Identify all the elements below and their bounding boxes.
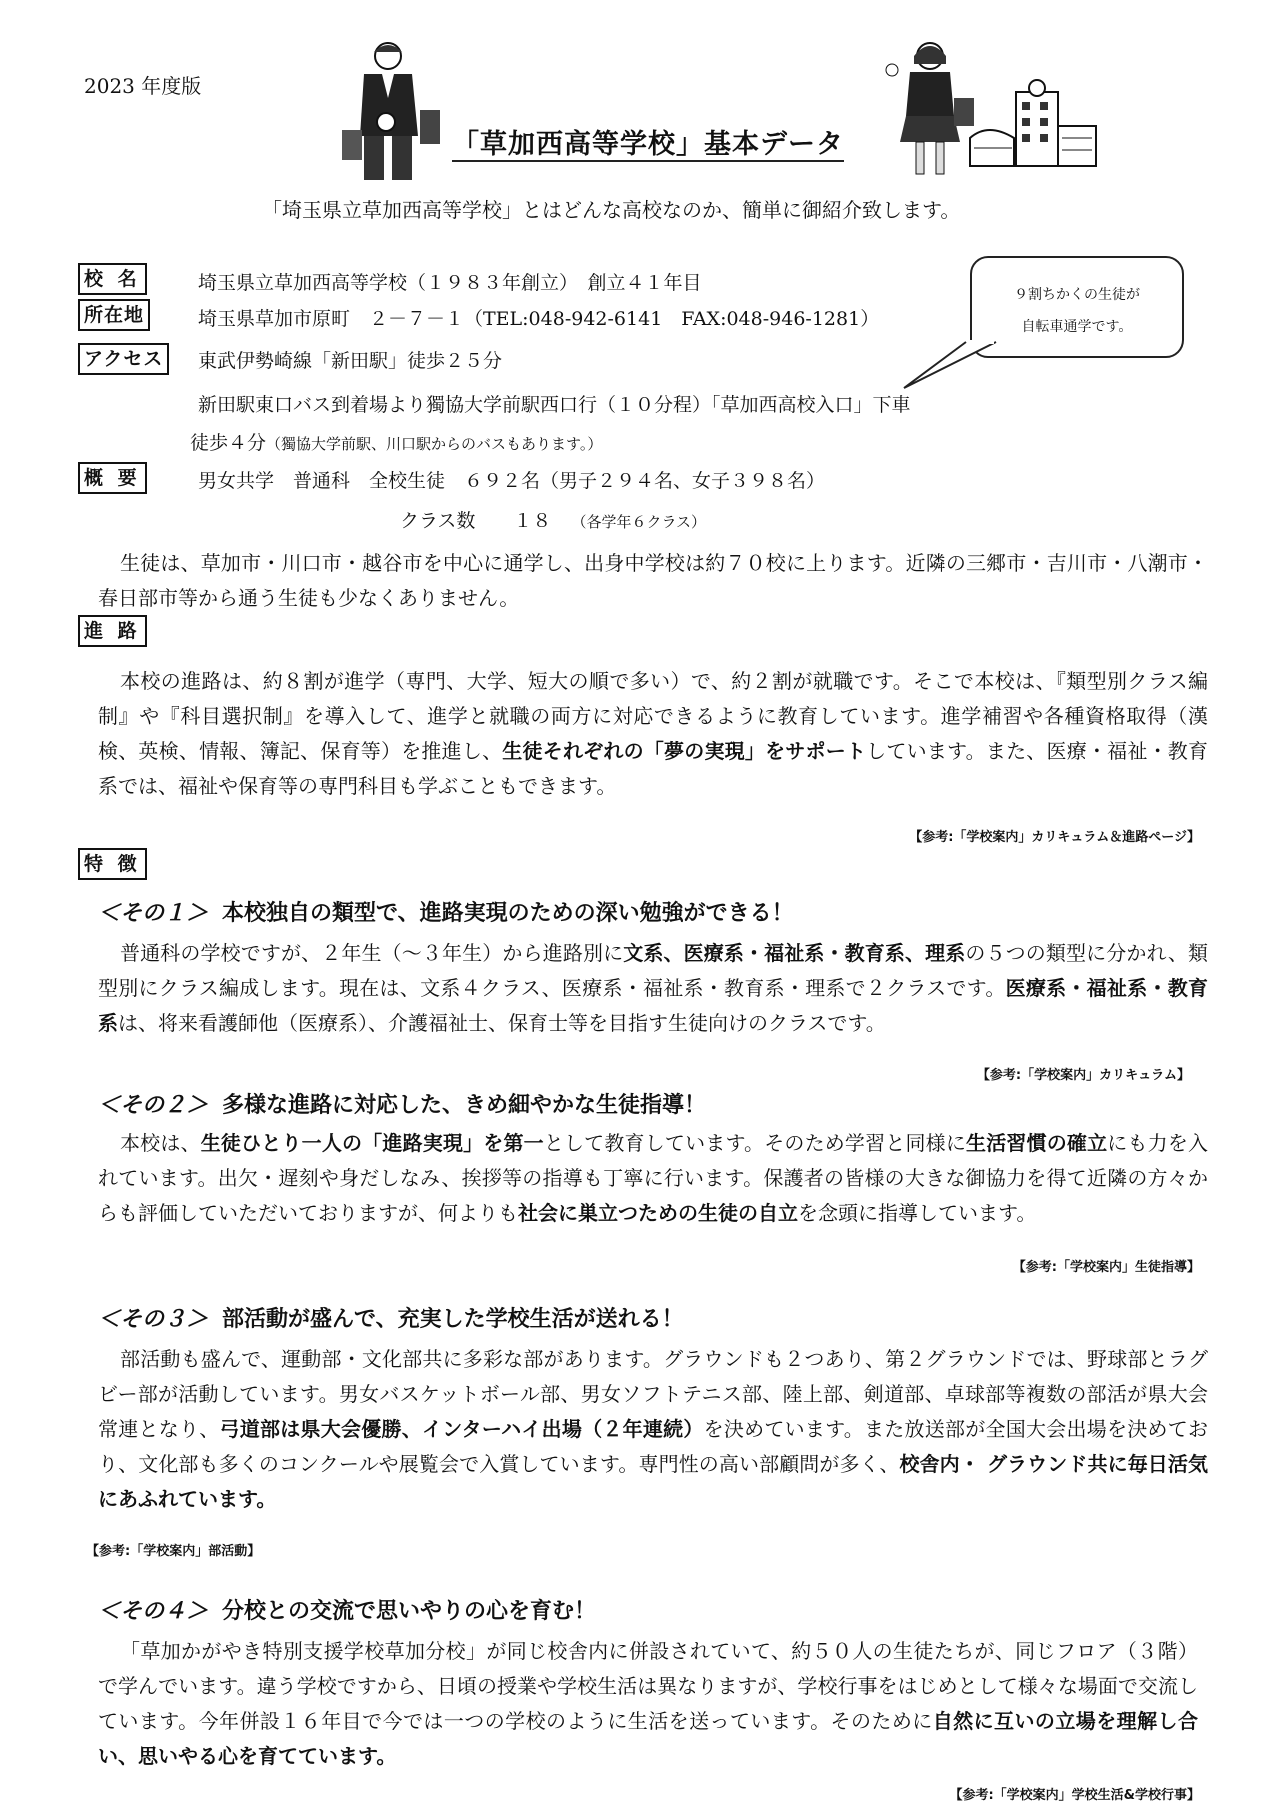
- document-title: 「草加西高等学校」基本データ: [452, 129, 844, 160]
- feature-3-bold-2: 校舎内・ グラウンド共に毎日活気にあふれています。: [98, 1452, 1209, 1511]
- feature-4-bold-1: 自然に互いの立場を理解し合い、思いやる心を育てています。: [98, 1709, 1198, 1768]
- edition-label: 2023 年度版: [84, 74, 202, 98]
- access-walk-time: 徒歩４分: [190, 432, 267, 454]
- commute-paragraph: 生徒は、草加市・川口市・越谷市を中心に通学し、出身中学校は約７０校に上ります。近隣の三郷市・吉川市・八潮市・春日部市等から通う生徒も少なくありません。: [98, 551, 1208, 610]
- feature-1-text-2: の５つの類型に分かれ、類型別にクラス編成します。現在は、文系４クラス、医療系・福祉系・教育系・理系で２クラスです。: [98, 941, 1209, 1000]
- feature-4-number: ＜その４＞: [98, 1599, 209, 1624]
- speech-bubble-tail: [900, 340, 1010, 392]
- class-count: クラス数 １８: [400, 510, 552, 532]
- feature-2-bold-2: 生活習慣の確立: [966, 1131, 1108, 1155]
- feature-3-text-1: 部活動も盛んで、運動部・文化部共に多彩な部があります。グラウンドも２つあり、第２グラウンドでは、野球部とラグビー部が活動しています。男女バスケットボール部、男女ソフトテニス部、陸上部、剣道部、卓球部等複数の部活が県大会常連となり、: [98, 1347, 1208, 1441]
- intro-text: 「埼玉県立草加西高等学校」とはどんな高校なのか、簡単に御紹介致します。: [262, 198, 961, 222]
- feature-1-text-3: は、将来看護師他（医療系）、介護福祉士、保育士等を目指す生徒向けのクラスです。: [118, 1011, 886, 1035]
- school-building-illustration: [968, 76, 1100, 170]
- bubble-line-1: ９割ちかくの生徒が: [1014, 287, 1140, 303]
- access-line-3: [190, 428, 602, 455]
- title-underline: [452, 160, 844, 162]
- feature-4-title: 分校との交流で思いやりの心を育む！: [222, 1599, 597, 1624]
- school-name-value: 埼玉県立草加西高等学校（１９８３年創立） 創立４１年目: [198, 272, 702, 294]
- feature-1-bold-1: 文系、医療系・福祉系・教育系、理系: [623, 941, 966, 965]
- feature-3-paragraph: [98, 1342, 1208, 1517]
- feature-3-reference: 【参考:「学校案内」部活動】: [86, 1544, 261, 1559]
- overview-line-1: 男女共学 普通科 全校生徒 ６９２名（男子２９４名、女子３９８名）: [198, 470, 826, 492]
- feature-2-text-4: を念頭に指導しています。: [798, 1201, 1037, 1225]
- label-features: 特 徴: [78, 848, 147, 880]
- feature-3-bold-1: 弓道部は県大会優勝、インターハイ出場（２年連続）: [219, 1417, 704, 1441]
- bubble-line-2: 自転車通学です。: [1021, 319, 1133, 335]
- female-student-illustration: [880, 38, 980, 186]
- feature-3-title: 部活動が盛んで、充実した学校生活が送れる！: [222, 1307, 684, 1332]
- overview-line-2: [400, 506, 706, 533]
- feature-1-title: 本校独自の類型で、進路実現のための深い勉強ができる！: [222, 901, 794, 926]
- feature-1-heading: [98, 896, 794, 927]
- feature-4-text-1: 「草加かがやき特別支援学校草加分校」が同じ校舎内に併設されていて、約５０人の生徒たちが、同じフロア（３階）で学んでいます。違う学校ですから、日頃の授業や学校生活は異なりますが、学校行事をはじめとして様々な場面で交流しています。今年併設１６年目で今では一つの学校のように生活を送っています。そのために: [98, 1639, 1198, 1733]
- male-student-illustration: [336, 38, 446, 190]
- feature-4-paragraph: [98, 1634, 1198, 1774]
- feature-2-title: 多様な進路に対応した、きめ細やかな生徒指導！: [222, 1093, 707, 1118]
- feature-1-reference: 【参考:「学校案内」カリキュラム】: [976, 1068, 1190, 1083]
- feature-2-paragraph: [98, 1126, 1208, 1231]
- feature-2-text-1: 本校は、: [120, 1131, 201, 1155]
- feature-2-heading: [98, 1088, 706, 1119]
- address-value: 埼玉県草加市原町 ２－７－１（TEL:048-942-6141 FAX:048-946-1281）: [198, 308, 880, 330]
- feature-2-bold-3: 社会に巣立つための生徒の自立: [518, 1201, 798, 1225]
- label-overview: 概 要: [78, 462, 147, 494]
- label-access: アクセス: [78, 343, 169, 375]
- access-bus-note: （獨協大学前駅、川口駅からのバスもあります。）: [266, 435, 603, 453]
- career-text-a: 本校の進路は、約８割が進学（専門、大学、短大の順で多い）で、約２割が就職です。そこで本校は、『類型別クラス編制』や『科目選択制』を導入して、進学と就職の両方に対応できるように教育しています。進学補習や各種資格取得（漢検、英検、情報、簿記、保育等）を推進し、: [98, 669, 1208, 763]
- feature-3-number: ＜その３＞: [98, 1307, 209, 1332]
- access-line-2: 新田駅東口バス到着場より獨協大学前駅西口行（１０分程）「草加西高校入口」下車: [198, 394, 911, 416]
- feature-2-bold-1: 生徒ひとり一人の「進路実現」を第一: [200, 1131, 544, 1155]
- feature-4-reference: 【参考:「学校案内」学校生活&学校行事】: [949, 1788, 1200, 1803]
- feature-1-bold-2: 医療系・福祉系・教育系: [98, 976, 1208, 1035]
- feature-2-reference: 【参考:「学校案内」生徒指導】: [1012, 1260, 1200, 1275]
- feature-2-text-3: にも力を入れています。出欠・遅刻や身だしなみ、挨拶等の指導も丁寧に行います。保護者の皆様の大きな御協力を得て近隣の方々からも評価していただいておりますが、何よりも: [98, 1131, 1209, 1225]
- feature-3-heading: [98, 1302, 684, 1333]
- feature-1-text-1: 普通科の学校ですが、２年生（～３年生）から進路別に: [120, 941, 624, 965]
- label-career: 進 路: [78, 615, 147, 647]
- class-count-note: （各学年６クラス）: [571, 513, 706, 531]
- feature-1-paragraph: [98, 936, 1208, 1041]
- feature-1-number: ＜その１＞: [98, 901, 209, 926]
- label-school-name: 校 名: [78, 263, 147, 295]
- feature-3-text-2: を決めています。また放送部が全国大会出場を決めており、文化部も多くのコンクールや展覧会で入賞しています。専門性の高い部顧問が多く、: [98, 1417, 1209, 1476]
- access-line-1: 東武伊勢崎線「新田駅」徒歩２５分: [198, 350, 503, 372]
- feature-2-text-2: として教育しています。そのため学習と同様に: [543, 1131, 967, 1155]
- career-text-b: しています。また、医療・福祉・教育系では、福祉や保育等の専門科目も学ぶこともできます。: [98, 739, 1209, 798]
- career-text-bold: 生徒それぞれの「夢の実現」をサポート: [502, 739, 867, 763]
- label-address: 所在地: [78, 299, 150, 331]
- career-paragraph: [98, 664, 1208, 804]
- feature-4-heading: [98, 1594, 596, 1625]
- feature-2-number: ＜その２＞: [98, 1093, 209, 1118]
- career-reference: 【参考:「学校案内」カリキュラム＆進路ページ】: [909, 830, 1200, 845]
